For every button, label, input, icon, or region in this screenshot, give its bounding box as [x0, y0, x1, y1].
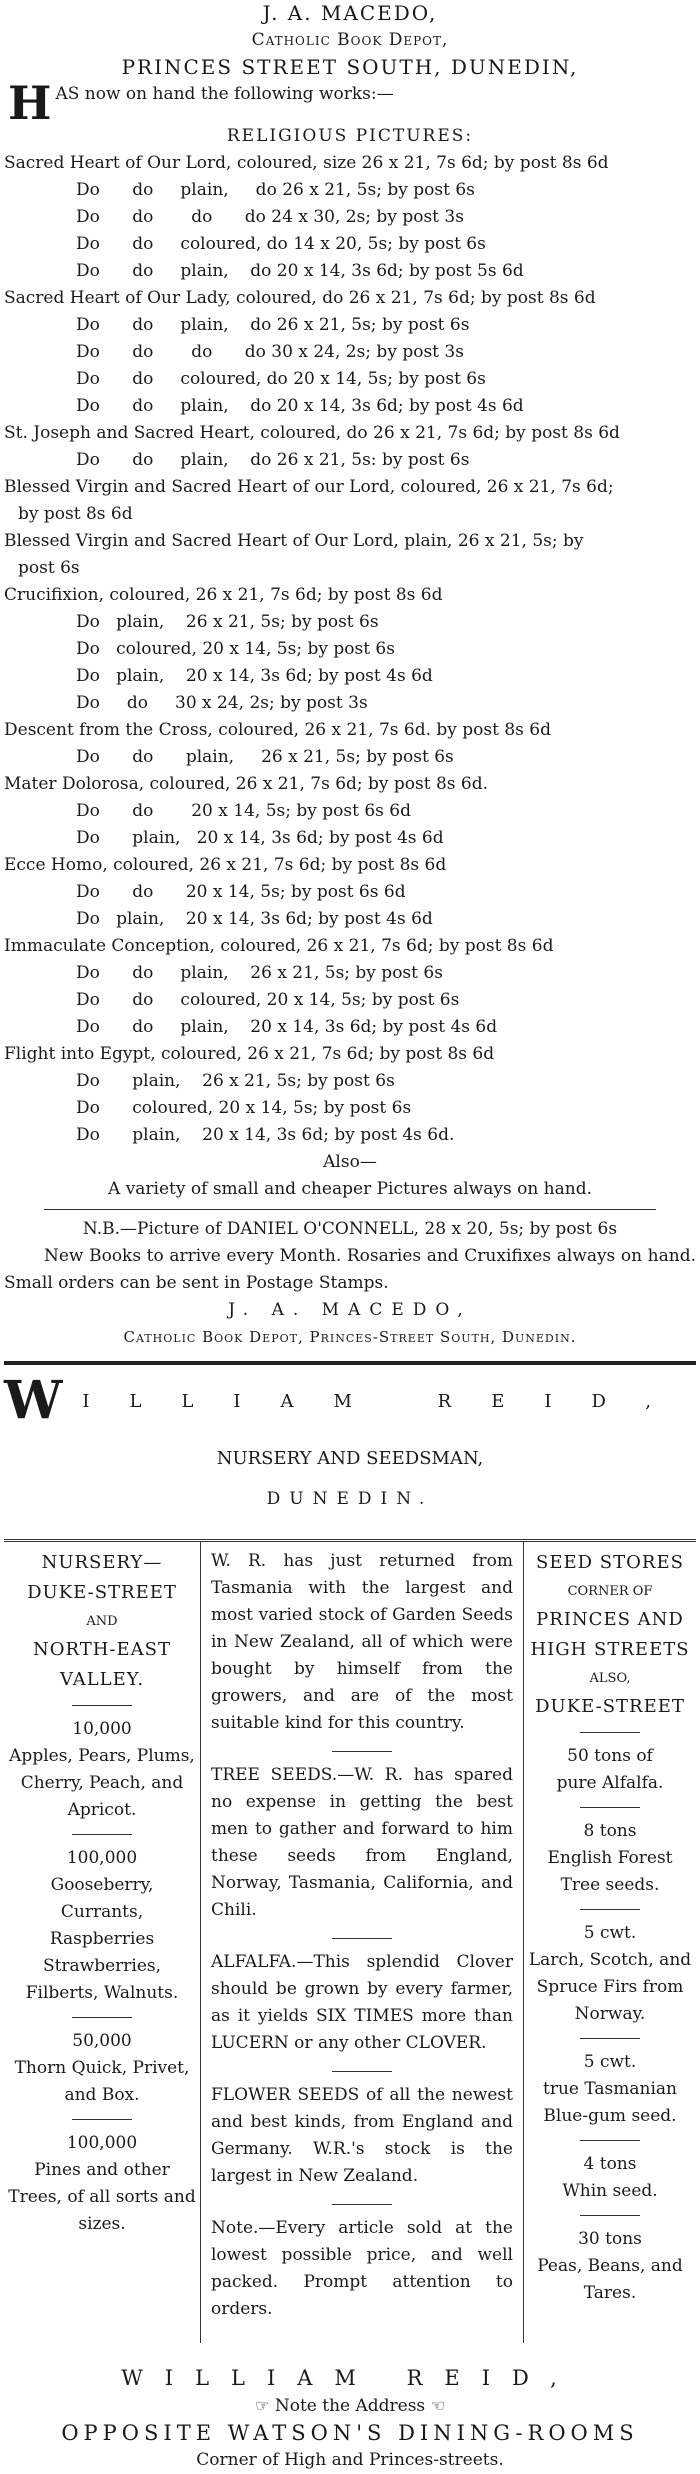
- price-list: [4, 150, 696, 1149]
- stock-qty: 5 cwt.: [583, 2052, 637, 2072]
- variety-note: A variety of small and cheaper Pictures always on hand.: [108, 1179, 592, 1199]
- right-h1: SEED STORES: [536, 1552, 684, 1573]
- price-line: Immaculate Conception, coloured, 26 x 21, 7s 6d; by post 8s 6d: [4, 936, 554, 956]
- pointing-hand-right-icon: ☞: [255, 2396, 270, 2415]
- stock-qty: 8 tons: [583, 1821, 637, 1841]
- divider: [580, 2140, 640, 2141]
- divider: [580, 1732, 640, 1733]
- macedo-name: J. A. MACEDO,: [262, 1, 438, 25]
- macedo-subtitle: Catholic Book Depot,: [251, 30, 449, 50]
- stock-item: [8, 2130, 196, 2238]
- corner-line: Corner of High and Princes-streets.: [196, 2450, 504, 2470]
- price-line: Crucifixion, coloured, 26 x 21, 7s 6d; by post 8s 6d: [4, 585, 443, 605]
- price-line: Do do plain, do 26 x 21, 5s; by post 6s: [76, 180, 475, 200]
- price-line: Do do 20 x 14, 5s; by post 6s 6d: [76, 882, 406, 902]
- stock-qty: 30 tons: [578, 2229, 642, 2249]
- right-h4: HIGH STREETS: [530, 1639, 690, 1660]
- price-line: Do do plain, do 20 x 14, 3s 6d; by post 5s 6d: [76, 261, 524, 281]
- price-line: Do do plain, do 20 x 14, 3s 6d; by post 4s 6d: [76, 396, 524, 416]
- stock-item: [528, 2151, 692, 2205]
- seed-stores-column: [524, 1542, 696, 2343]
- price-line: Do do plain, do 26 x 21, 5s: by post 6s: [76, 450, 470, 470]
- price-line: Do do plain, 26 x 21, 5s; by post 6s: [76, 963, 443, 983]
- reid-columns: [4, 1539, 696, 2343]
- price-line: Ecce Homo, coloured, 26 x 21, 7s 6d; by post 8s 6d: [4, 855, 447, 875]
- divider: [580, 2215, 640, 2216]
- price-line: post 6s: [18, 558, 80, 578]
- price-line: St. Joseph and Sacred Heart, coloured, do 26 x 21, 7s 6d; by post 8s 6d: [4, 423, 620, 443]
- price-line: Do plain, 20 x 14, 3s 6d; by post 4s 6d: [76, 828, 444, 848]
- stock-item: [528, 2049, 692, 2130]
- price-line: Do do plain, 26 x 21, 5s; by post 6s: [76, 747, 454, 767]
- right-h2: CORNER OF: [567, 1584, 653, 1599]
- books-note: New Books to arrive every Month. Rosaries and Cruxifixes always on hand. Small orders can be sent in Postage Stamps.: [4, 1246, 696, 1293]
- stock-desc: Thorn Quick, Privet, and Box.: [14, 2058, 190, 2105]
- section-title: RELIGIOUS PICTURES:: [226, 126, 474, 146]
- reid-advert: [4, 1370, 696, 2474]
- price-line: Blessed Virgin and Sacred Heart of Our Lord, plain, 26 x 21, 5s; by: [4, 531, 584, 551]
- price-line: Do coloured, 20 x 14, 5s; by post 6s: [76, 1098, 412, 1118]
- macedo-sign-address: Catholic Book Depot, Princes-Street South, Dunedin.: [123, 1328, 577, 1346]
- intro-drop-cap: H: [8, 76, 52, 130]
- price-line: Sacred Heart of Our Lord, coloured, size 26 x 21, 7s 6d; by post 8s 6d: [4, 153, 609, 173]
- divider: [580, 2038, 640, 2039]
- stock-desc: Peas, Beans, and Tares.: [537, 2256, 683, 2303]
- para-intro: W. R. has just returned from Tasmania with the largest and most varied stock of Garden Seeds in New Zealand, all of which were bought by himself from the growers, and are of the most suitable kind for this country.: [211, 1551, 513, 1733]
- stock-item: [8, 1716, 196, 1824]
- pointing-hand-left-icon: ☜: [430, 2396, 445, 2415]
- stock-qty: 100,000: [66, 2133, 138, 2153]
- divider: [580, 1909, 640, 1910]
- reid-header: [4, 1370, 696, 1431]
- divider: [44, 1209, 656, 1210]
- left-h2: DUKE-STREET: [27, 1582, 177, 1603]
- left-h5: VALLEY.: [59, 1669, 145, 1690]
- stock-desc: Larch, Scotch, and Spruce Firs from Norway.: [528, 1950, 692, 2024]
- intro-text: AS now on hand the following works:—: [55, 84, 394, 104]
- reid-town: DUNEDIN.: [266, 1489, 434, 1509]
- divider: [580, 1807, 640, 1808]
- reid-footer-name: WILLIAM REID,: [121, 2366, 579, 2390]
- stock-item: [528, 1818, 692, 1899]
- seed-stock-list: [528, 1743, 692, 2307]
- reid-header-cap: W: [4, 1370, 63, 1431]
- price-line: Mater Dolorosa, coloured, 26 x 21, 7s 6d; by post 8s 6d.: [4, 774, 489, 794]
- price-line: Descent from the Cross, coloured, 26 x 21, 7s 6d. by post 8s 6d: [4, 720, 552, 740]
- right-h5: ALSO,: [589, 1671, 631, 1686]
- stock-desc: English Forest Tree seeds.: [547, 1848, 673, 1895]
- left-h3: AND: [86, 1614, 118, 1629]
- divider: [332, 2071, 392, 2072]
- price-line: Do do plain, do 26 x 21, 5s; by post 6s: [76, 315, 470, 335]
- macedo-intro: [4, 76, 696, 130]
- price-line: Do do coloured, do 20 x 14, 5s; by post 6s: [76, 369, 486, 389]
- divider: [72, 2119, 132, 2120]
- stock-item: [528, 1920, 692, 2028]
- stock-qty: 50,000: [72, 2031, 132, 2051]
- macedo-address: PRINCES STREET SOUTH, DUNEDIN,: [121, 55, 579, 79]
- nursery-column: [4, 1542, 200, 2343]
- note-address: Note the Address: [274, 2396, 426, 2416]
- price-line: Do do 30 x 24, 2s; by post 3s: [76, 693, 368, 713]
- right-h6: DUKE-STREET: [535, 1696, 685, 1717]
- price-line: Do do do do 30 x 24, 2s; by post 3s: [76, 342, 464, 362]
- macedo-sign-name: J. A. MACEDO,: [228, 1300, 472, 1320]
- price-line: Sacred Heart of Our Lady, coloured, do 26 x 21, 7s 6d; by post 8s 6d: [4, 288, 596, 308]
- left-h1: NURSERY—: [41, 1552, 163, 1573]
- price-line: Do do plain, 20 x 14, 3s 6d; by post 4s 6d: [76, 1017, 498, 1037]
- stock-desc: pure Alfalfa.: [556, 1773, 664, 1793]
- price-line: Do plain, 20 x 14, 3s 6d; by post 4s 6d.: [76, 1125, 455, 1145]
- price-line: Do do do do 24 x 30, 2s; by post 3s: [76, 207, 464, 227]
- nursery-stock-list: [8, 1716, 196, 2238]
- stock-desc: Gooseberry, Currants, Raspberries Strawberries, Filberts, Walnuts.: [25, 1875, 179, 2003]
- stock-desc: Whin seed.: [562, 2181, 658, 2201]
- nb-note: N.B.—Picture of DANIEL O'CONNELL, 28 x 20, 5s; by post 6s: [82, 1219, 618, 1239]
- divider: [332, 2204, 392, 2205]
- stock-desc: Pines and other Trees, of all sorts and sizes.: [8, 2160, 196, 2234]
- para-alfalfa: ALFALFA.—This splendid Clover should be grown by every farmer, as it yields SIX TIMES more than LUCERN or any other CLOVER.: [211, 1952, 513, 2053]
- price-line: Do plain, 26 x 21, 5s; by post 6s: [76, 1071, 395, 1091]
- stock-qty: 5 cwt.: [583, 1923, 637, 1943]
- para-note: Note.—Every article sold at the lowest possible price, and well packed. Prompt attention to orders.: [211, 2218, 513, 2319]
- stock-item: [528, 2226, 692, 2307]
- macedo-advert: [4, 0, 696, 1351]
- divider: [72, 2017, 132, 2018]
- opposite-line: OPPOSITE WATSON'S DINING-ROOMS: [61, 2421, 639, 2445]
- stock-desc: Apples, Pears, Plums, Cherry, Peach, and Apricot.: [9, 1746, 195, 1820]
- price-line: Do do 20 x 14, 5s; by post 6s 6d: [76, 801, 411, 821]
- price-line: by post 8s 6d: [18, 504, 133, 524]
- divider: [72, 1705, 132, 1706]
- stock-item: [8, 1845, 196, 2007]
- stock-qty: 50 tons of: [567, 1746, 653, 1766]
- stock-qty: 10,000: [72, 1719, 132, 1739]
- price-line: Do plain, 20 x 14, 3s 6d; by post 4s 6d: [76, 666, 433, 686]
- reid-header-rest: ILLIAM REID,: [82, 1390, 691, 1412]
- price-line: Do plain, 26 x 21, 5s; by post 6s: [76, 612, 379, 632]
- price-line: Do do coloured, 20 x 14, 5s; by post 6s: [76, 990, 460, 1010]
- divider: [72, 1834, 132, 1835]
- note-address-line: [4, 2392, 696, 2420]
- price-line: Do do coloured, do 14 x 20, 5s; by post 6s: [76, 234, 486, 254]
- reid-trade: NURSERY AND SEEDSMAN,: [216, 1448, 484, 1469]
- price-line: Do plain, 20 x 14, 3s 6d; by post 4s 6d: [76, 909, 433, 929]
- para-tree-seeds: TREE SEEDS.—W. R. has spared no expense in getting the best men to gather and forward to him these seeds from England, Norway, Tasmania, California, and Chili.: [211, 1765, 513, 1920]
- divider: [332, 1751, 392, 1752]
- stock-qty: 100,000: [66, 1848, 138, 1868]
- stock-desc: true Tasmanian Blue-gum seed.: [543, 2079, 677, 2126]
- price-line: Do coloured, 20 x 14, 5s; by post 6s: [76, 639, 395, 659]
- also-label: Also—: [323, 1152, 377, 1172]
- left-h4: NORTH-EAST: [32, 1639, 171, 1660]
- right-h3: PRINCES AND: [536, 1609, 684, 1630]
- para-flower-seeds: FLOWER SEEDS of all the newest and best kinds, from England and Germany. W.R.'s stock is the largest in New Zealand.: [211, 2085, 513, 2186]
- price-line: Flight into Egypt, coloured, 26 x 21, 7s 6d; by post 8s 6d: [4, 1044, 495, 1064]
- price-line: Blessed Virgin and Sacred Heart of our Lord, coloured, 26 x 21, 7s 6d;: [4, 477, 614, 497]
- stock-item: [528, 1743, 692, 1797]
- advert-separator: [4, 1361, 696, 1365]
- description-column: [200, 1542, 524, 2343]
- stock-qty: 4 tons: [583, 2154, 637, 2174]
- stock-item: [8, 2028, 196, 2109]
- divider: [332, 1938, 392, 1939]
